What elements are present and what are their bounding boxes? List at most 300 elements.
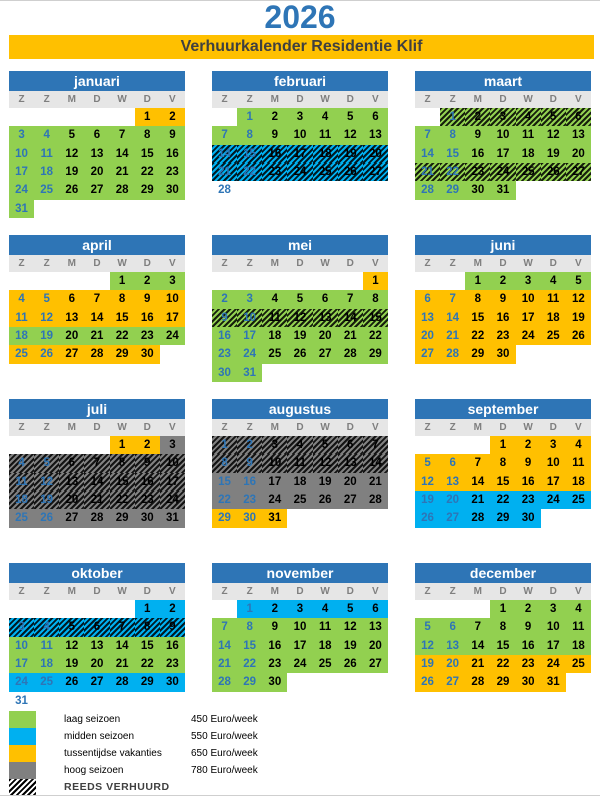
day-cell: 10	[237, 309, 262, 327]
day-cell: 13	[59, 473, 84, 491]
day-cell: 7	[212, 126, 237, 144]
day-cell: 26	[338, 655, 363, 673]
day-cell: 15	[363, 309, 388, 327]
day-cell: 18	[541, 309, 566, 327]
day-cell: 10	[541, 454, 566, 472]
day-cell: 22	[110, 327, 135, 345]
legend-label-mid: midden seizoen	[64, 731, 135, 742]
day-cell: 27	[440, 673, 465, 691]
weekday-label: W	[117, 422, 127, 433]
day-cell: 28	[465, 509, 490, 527]
legend-row-high	[9, 762, 309, 779]
day-cell: 7	[440, 290, 465, 308]
day-cell: 24	[237, 345, 262, 363]
day-cell: 16	[135, 473, 160, 491]
day-cell: 31	[9, 200, 34, 218]
day-cell: 5	[338, 108, 363, 126]
weekday-label: V	[371, 422, 379, 433]
day-cell: 29	[440, 181, 465, 199]
day-cell: 1	[440, 108, 465, 126]
weekday-label: Z	[449, 258, 456, 269]
day-cell: 20	[84, 655, 109, 673]
day-cell: 12	[59, 637, 84, 655]
day-cell: 7	[84, 290, 109, 308]
day-cell: 27	[566, 163, 591, 181]
day-cell: 27	[363, 655, 388, 673]
day-cell: 11	[516, 126, 541, 144]
day-cell: 25	[566, 491, 591, 509]
weekday-header	[212, 583, 388, 600]
month-title: oktober	[9, 563, 185, 583]
day-cell: 26	[34, 509, 59, 527]
day-cell: 4	[262, 290, 287, 308]
day-cell: 30	[135, 509, 160, 527]
day-cell: 21	[84, 327, 109, 345]
day-cell: 12	[338, 618, 363, 636]
weekday-label: W	[117, 258, 127, 269]
day-cell: 8	[212, 454, 237, 472]
day-cell: 30	[465, 181, 490, 199]
day-cell: 15	[110, 309, 135, 327]
day-cell: 20	[313, 327, 338, 345]
day-cell: 16	[262, 637, 287, 655]
weekday-header	[415, 583, 591, 600]
day-cell: 16	[160, 145, 185, 163]
day-cell: 10	[287, 618, 312, 636]
day-cell: 7	[415, 126, 440, 144]
day-cell: 29	[490, 509, 515, 527]
day-cell: 29	[237, 673, 262, 691]
day-cell: 9	[262, 126, 287, 144]
day-cell: 11	[313, 126, 338, 144]
day-cell: 20	[440, 491, 465, 509]
day-cell: 17	[516, 309, 541, 327]
day-cell: 16	[516, 473, 541, 491]
day-cell: 26	[338, 163, 363, 181]
day-cell: 31	[160, 509, 185, 527]
day-cell: 11	[262, 309, 287, 327]
day-cell: 10	[287, 126, 312, 144]
day-cell: 25	[262, 345, 287, 363]
day-cell: 8	[363, 290, 388, 308]
day-cell: 9	[262, 618, 287, 636]
day-cell: 31	[15, 694, 28, 707]
day-cell: 9	[516, 618, 541, 636]
day-cell: 14	[212, 145, 237, 163]
day-cell: 22	[363, 327, 388, 345]
day-cell: 23	[212, 345, 237, 363]
day-cell: 1	[490, 600, 515, 618]
weekday-label: D	[296, 422, 304, 433]
day-cell: 24	[287, 163, 312, 181]
weekday-label: M	[473, 258, 482, 269]
weekday-label: Z	[43, 586, 50, 597]
weekday-header	[212, 419, 388, 436]
legend-price-high: 780 Euro/week	[191, 765, 258, 776]
day-cell: 6	[338, 436, 363, 454]
day-cell: 4	[34, 126, 59, 144]
legend-row-rented	[9, 779, 309, 796]
weekday-label: M	[473, 94, 482, 105]
month-juni	[415, 235, 591, 382]
day-cell: 21	[84, 491, 109, 509]
day-cell: 2	[465, 108, 490, 126]
legend-price-mid: 550 Euro/week	[191, 731, 258, 742]
day-cell: 21	[465, 491, 490, 509]
day-cell: 2	[262, 108, 287, 126]
month-augustus	[212, 399, 388, 546]
day-cell: 15	[212, 473, 237, 491]
weekday-label: D	[499, 94, 507, 105]
day-cell: 18	[34, 163, 59, 181]
day-cell: 20	[338, 473, 363, 491]
day-cell: 27	[338, 491, 363, 509]
day-grid	[415, 272, 591, 382]
day-cell: 6	[84, 618, 109, 636]
bottom-border	[0, 795, 600, 796]
day-cell: 1	[465, 272, 490, 290]
day-cell: 6	[363, 600, 388, 618]
weekday-label: M	[270, 258, 279, 269]
day-cell: 30	[160, 673, 185, 691]
day-cell: 25	[34, 673, 59, 691]
day-cell: 3	[9, 126, 34, 144]
day-cell: 18	[313, 637, 338, 655]
day-cell: 15	[110, 473, 135, 491]
day-grid	[415, 436, 591, 546]
day-cell: 14	[465, 473, 490, 491]
day-cell: 21	[415, 163, 440, 181]
day-cell: 29	[135, 673, 160, 691]
day-cell: 20	[59, 327, 84, 345]
day-cell: 30	[516, 509, 541, 527]
weekday-header	[415, 419, 591, 436]
day-cell: 16	[212, 327, 237, 345]
day-cell: 2	[516, 436, 541, 454]
day-grid	[212, 436, 388, 546]
weekday-label: D	[296, 94, 304, 105]
day-cell: 24	[490, 163, 515, 181]
day-cell: 11	[566, 454, 591, 472]
month-title: mei	[212, 235, 388, 255]
day-cell: 30	[516, 673, 541, 691]
day-cell: 4	[566, 600, 591, 618]
day-cell: 24	[516, 327, 541, 345]
day-cell: 10	[262, 454, 287, 472]
day-cell: 8	[135, 126, 160, 144]
weekday-label: M	[473, 422, 482, 433]
weekday-label: D	[549, 94, 557, 105]
day-cell: 7	[110, 618, 135, 636]
legend-label-holiday: tussentijdse vakanties	[64, 748, 162, 759]
day-cell: 23	[262, 163, 287, 181]
weekday-label: D	[143, 422, 151, 433]
day-cell: 15	[465, 309, 490, 327]
day-cell: 28	[84, 345, 109, 363]
day-cell: 12	[34, 473, 59, 491]
day-cell: 10	[490, 126, 515, 144]
weekday-label: Z	[221, 422, 228, 433]
weekday-label: Z	[424, 422, 431, 433]
day-cell: 28	[363, 491, 388, 509]
day-cell: 12	[34, 309, 59, 327]
day-cell: 13	[59, 309, 84, 327]
day-cell: 9	[237, 454, 262, 472]
day-cell: 2	[516, 600, 541, 618]
day-grid	[9, 108, 185, 218]
day-cell: 17	[160, 473, 185, 491]
day-cell: 30	[160, 181, 185, 199]
day-cell: 29	[110, 345, 135, 363]
weekday-label: D	[143, 586, 151, 597]
day-cell: 5	[34, 290, 59, 308]
day-cell: 13	[313, 309, 338, 327]
weekday-label: W	[117, 94, 127, 105]
day-cell: 11	[541, 290, 566, 308]
day-cell: 20	[363, 145, 388, 163]
day-cell: 30	[237, 509, 262, 527]
day-cell: 23	[135, 491, 160, 509]
day-cell: 23	[160, 655, 185, 673]
day-cell: 27	[313, 345, 338, 363]
day-cell: 25	[313, 655, 338, 673]
day-cell: 22	[440, 163, 465, 181]
day-cell: 5	[415, 454, 440, 472]
weekday-label: Z	[221, 94, 228, 105]
weekday-header	[212, 255, 388, 272]
day-cell: 30	[212, 364, 237, 382]
day-cell: 22	[490, 655, 515, 673]
day-cell: 9	[490, 290, 515, 308]
weekday-label: D	[499, 586, 507, 597]
weekday-label: D	[499, 258, 507, 269]
day-cell: 4	[566, 436, 591, 454]
day-cell: 5	[415, 618, 440, 636]
day-cell: 11	[566, 618, 591, 636]
day-cell: 17	[9, 163, 34, 181]
month-title: juni	[415, 235, 591, 255]
day-grid	[415, 600, 591, 710]
month-september	[415, 399, 591, 546]
weekday-label: D	[346, 258, 354, 269]
weekday-label: V	[574, 422, 582, 433]
day-cell: 10	[160, 454, 185, 472]
day-cell: 18	[566, 473, 591, 491]
weekday-label: W	[320, 258, 330, 269]
day-cell: 8	[490, 454, 515, 472]
weekday-label: Z	[221, 586, 228, 597]
day-cell: 7	[110, 126, 135, 144]
day-cell: 9	[465, 126, 490, 144]
day-cell: 11	[9, 309, 34, 327]
day-cell: 12	[313, 454, 338, 472]
day-cell: 8	[110, 290, 135, 308]
weekday-label: M	[67, 586, 76, 597]
day-cell: 10	[516, 290, 541, 308]
day-cell: 26	[313, 491, 338, 509]
day-cell: 22	[212, 491, 237, 509]
day-cell: 18	[566, 637, 591, 655]
day-grid	[212, 272, 388, 382]
day-cell: 5	[59, 126, 84, 144]
weekday-label: Z	[221, 258, 228, 269]
legend-label-rented: REEDS VERHUURD	[64, 781, 170, 793]
day-cell: 14	[212, 637, 237, 655]
day-cell: 3	[160, 272, 185, 290]
day-cell: 2	[135, 272, 160, 290]
legend-swatch-holiday	[9, 745, 36, 762]
weekday-label: D	[346, 94, 354, 105]
day-cell: 27	[440, 509, 465, 527]
day-cell: 3	[287, 108, 312, 126]
weekday-label: Z	[18, 94, 25, 105]
day-cell: 5	[566, 272, 591, 290]
weekday-label: Z	[246, 258, 253, 269]
day-cell: 15	[237, 637, 262, 655]
day-cell: 5	[541, 108, 566, 126]
weekday-label: D	[93, 586, 101, 597]
day-cell: 10	[160, 290, 185, 308]
year-title: 2026	[264, 0, 336, 35]
weekday-label: Z	[18, 258, 25, 269]
day-cell: 17	[541, 637, 566, 655]
day-cell: 24	[262, 491, 287, 509]
day-cell: 13	[84, 145, 109, 163]
day-cell: 29	[465, 345, 490, 363]
day-cell: 26	[415, 509, 440, 527]
day-cell: 4	[9, 290, 34, 308]
day-cell: 12	[415, 637, 440, 655]
day-cell: 31	[490, 181, 515, 199]
day-cell: 1	[135, 108, 160, 126]
day-cell: 14	[110, 637, 135, 655]
day-cell: 3	[541, 436, 566, 454]
day-cell: 19	[566, 309, 591, 327]
month-oktober	[9, 563, 185, 710]
day-cell: 25	[287, 491, 312, 509]
day-cell: 20	[363, 637, 388, 655]
day-cell: 13	[363, 618, 388, 636]
weekday-label: Z	[424, 586, 431, 597]
legend-price-holiday: 650 Euro/week	[191, 748, 258, 759]
month-title: april	[9, 235, 185, 255]
day-cell: 24	[160, 327, 185, 345]
day-cell: 16	[490, 309, 515, 327]
weekday-label: Z	[424, 94, 431, 105]
day-cell: 5	[59, 618, 84, 636]
day-cell: 12	[59, 145, 84, 163]
day-cell: 21	[465, 655, 490, 673]
day-cell: 6	[363, 108, 388, 126]
day-cell: 28	[440, 345, 465, 363]
month-mei	[212, 235, 388, 382]
day-cell: 14	[110, 145, 135, 163]
day-cell: 11	[313, 618, 338, 636]
day-cell: 27	[84, 181, 109, 199]
day-cell: 22	[135, 163, 160, 181]
day-cell: 30	[262, 673, 287, 691]
weekday-label: Z	[18, 422, 25, 433]
day-cell: 6	[440, 454, 465, 472]
day-cell: 13	[363, 126, 388, 144]
day-cell: 7	[465, 454, 490, 472]
day-cell: 6	[440, 618, 465, 636]
day-cell: 1	[110, 272, 135, 290]
weekday-label: D	[93, 422, 101, 433]
weekday-label: D	[296, 258, 304, 269]
day-cell: 3	[287, 600, 312, 618]
weekday-label: V	[168, 586, 176, 597]
day-cell: 29	[212, 509, 237, 527]
weekday-label: D	[499, 422, 507, 433]
day-cell: 26	[415, 673, 440, 691]
day-cell: 21	[110, 163, 135, 181]
day-cell: 12	[287, 309, 312, 327]
day-cell: 8	[465, 290, 490, 308]
day-cell: 6	[84, 126, 109, 144]
day-cell: 27	[59, 345, 84, 363]
month-maart	[415, 71, 591, 218]
day-cell: 8	[110, 454, 135, 472]
day-cell: 18	[313, 145, 338, 163]
day-cell: 17	[9, 655, 34, 673]
day-cell: 16	[262, 145, 287, 163]
day-cell: 14	[440, 309, 465, 327]
day-cell: 21	[212, 655, 237, 673]
day-cell: 27	[415, 345, 440, 363]
day-cell: 12	[566, 290, 591, 308]
day-cell: 17	[287, 637, 312, 655]
month-title: maart	[415, 71, 591, 91]
month-november	[212, 563, 388, 710]
legend-label-low: laag seizoen	[64, 714, 121, 725]
legend-label-high: hoog seizoen	[64, 765, 124, 776]
day-cell: 26	[541, 163, 566, 181]
month-title: december	[415, 563, 591, 583]
day-cell: 18	[34, 655, 59, 673]
day-cell: 24	[541, 491, 566, 509]
day-cell: 8	[135, 618, 160, 636]
day-cell: 23	[237, 491, 262, 509]
legend-row-holiday	[9, 745, 309, 762]
weekday-header	[9, 419, 185, 436]
weekday-label: D	[346, 586, 354, 597]
day-cell: 22	[237, 163, 262, 181]
weekday-label: W	[523, 586, 533, 597]
weekday-label: W	[523, 422, 533, 433]
day-cell: 1	[490, 436, 515, 454]
weekday-header	[9, 583, 185, 600]
legend-row-low	[9, 711, 309, 728]
day-cell: 19	[287, 327, 312, 345]
day-cell: 18	[287, 473, 312, 491]
day-cell: 18	[9, 491, 34, 509]
legend-row-mid	[9, 728, 309, 745]
weekday-label: D	[93, 258, 101, 269]
day-cell: 13	[566, 126, 591, 144]
day-cell: 14	[363, 454, 388, 472]
day-cell: 6	[59, 290, 84, 308]
day-cell: 18	[9, 327, 34, 345]
weekday-header	[9, 91, 185, 108]
weekday-label: Z	[449, 422, 456, 433]
day-cell: 1	[363, 272, 388, 290]
day-cell: 20	[415, 327, 440, 345]
day-cell: 5	[338, 600, 363, 618]
day-cell: 19	[338, 637, 363, 655]
weekday-label: V	[371, 258, 379, 269]
month-title: september	[415, 399, 591, 419]
